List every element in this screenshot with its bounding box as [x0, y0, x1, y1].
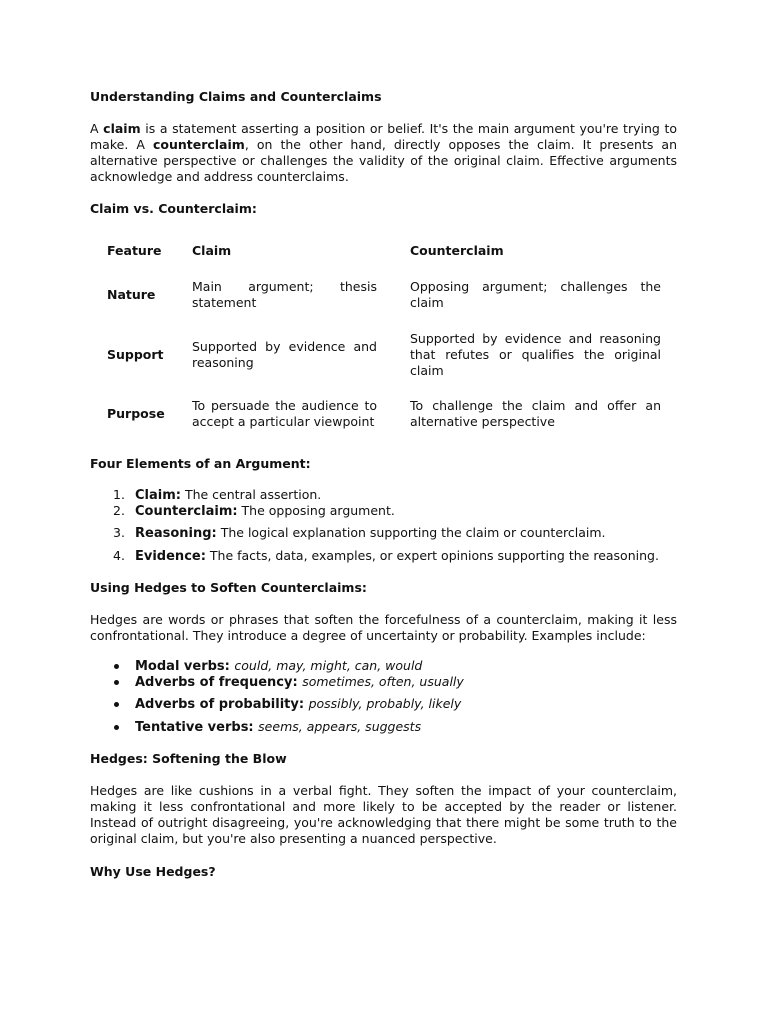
- element-term: Reasoning: The logical explanation supporting the claim or counterclaim.: [135, 525, 606, 541]
- hedge-term: Modal verbs: could, may, might, can, would: [135, 658, 423, 674]
- element-term: Counterclaim: The opposing argument.: [135, 503, 395, 519]
- bullet-icon: [114, 664, 119, 669]
- document-page: Understanding Claims and Counterclaims A claim is a statement asserting a position or belief. It's the main argument you're trying to make. A counterclaim, on the other hand, directly opposes the claim. It presents an alternative perspective or challenges the validity of the original claim. Effective arguments acknowledge and address counterclaims. Claim vs. Counterclaim: Feature Claim Counterclaim Nature Main argument; thesis statement Opposing argument; challenges the claim Support Supported by evidence and reasoning Supported by evidence and reasoning that refutes or qualifies the original claim Purpose To persuade the audience to accept a particular viewpoint To challenge the claim and offer an alternative perspective Four Elements of an Argument: 1. Claim: The central assertion. 2. Counterclaim: The opposing argument. 3. Reasoning: The logical explanation supporting the claim or counterclaim. 4. Evidence: The facts, data, examples, or expert opinions supporting the reasoning. Using Hedges to Soften Counterclaims: Hedges are words or phrases that soften the forcefulness of a counterclaim, making it less confrontational. They introduce a degree of uncertainty or probability. Examples include: Modal verbs: could, may, might, can, would Adverbs of frequency: sometimes, often, usually Adverbs of probability: possibly, probably, likely Tentative verbs: seems, appears, suggests Hedges: Softening the Blow Hedges are like cushions in a verbal fight. They soften the impact of your counterclaim, making it less confrontational and more likely to be accepted by the reader or listener. Instead of outright disagreeing, you're acknowledging that there might be some truth to the original claim, but you're also presenting a nuanced perspective. Why Use Hedges?: [90, 89, 677, 879]
- bullet-icon: [114, 702, 119, 707]
- hedge-term: Adverbs of frequency: sometimes, often, usually: [135, 674, 464, 690]
- table-cell-counterclaim: Opposing argument; challenges the claim: [410, 279, 661, 310]
- element-term: Claim: The central assertion.: [135, 487, 322, 503]
- document-title: Understanding Claims and Counterclaims: [90, 89, 382, 104]
- table-heading: Claim vs. Counterclaim:: [90, 201, 257, 216]
- hedge-term: Adverbs of probability: possibly, probably, likely: [135, 696, 462, 712]
- table-cell-claim: Supported by evidence and reasoning: [192, 339, 377, 370]
- table-header-counterclaim: Counterclaim: [410, 243, 504, 258]
- elements-heading: Four Elements of an Argument:: [90, 456, 311, 471]
- counterclaim-term: counterclaim: [152, 137, 245, 152]
- bullet-icon: [114, 680, 119, 685]
- table-cell-claim: Main argument; thesis statement: [192, 279, 377, 310]
- table-header-feature: Feature: [107, 243, 162, 258]
- softening-paragraph: Hedges are like cushions in a verbal fight. They soften the impact of your counterclaim, making it less confrontational and more likely to be accepted by the reader or listener. Instead of outright disagreeing, you're acknowledging that there might be some truth to the original claim, but you're also presenting a nuanced perspective.: [90, 783, 677, 846]
- claim-term: claim: [103, 121, 141, 136]
- table-row-label: Support: [107, 347, 164, 362]
- table-row-label: Nature: [107, 287, 156, 302]
- why-heading: Why Use Hedges?: [90, 864, 216, 879]
- softening-heading: Hedges: Softening the Blow: [90, 751, 287, 766]
- table-header-claim: Claim: [192, 243, 232, 258]
- element-term: Evidence: The facts, data, examples, or expert opinions supporting the reasoning.: [135, 548, 659, 564]
- table-row-label: Purpose: [107, 406, 165, 421]
- hedges-paragraph: Hedges are words or phrases that soften the forcefulness of a counterclaim, making it less confrontational. They introduce a degree of uncertainty or probability. Examples include:: [90, 612, 677, 643]
- hedges-heading: Using Hedges to Soften Counterclaims:: [90, 580, 367, 595]
- table-cell-counterclaim: Supported by evidence and reasoning that refutes or qualifies the original claim: [410, 331, 661, 378]
- intro-paragraph: A claim is a statement asserting a position or belief. It's the main argument you're trying to make. A counterclaim, on the other hand, directly opposes the claim. It presents an alternative perspective or challenges the validity of the original claim. Effective arguments acknowledge and address counterclaims.: [90, 121, 677, 184]
- bullet-icon: [114, 725, 119, 730]
- table-cell-counterclaim: To challenge the claim and offer an alternative perspective: [410, 398, 661, 429]
- table-cell-claim: To persuade the audience to accept a particular viewpoint: [192, 398, 377, 429]
- hedge-term: Tentative verbs: seems, appears, suggests: [135, 719, 422, 735]
